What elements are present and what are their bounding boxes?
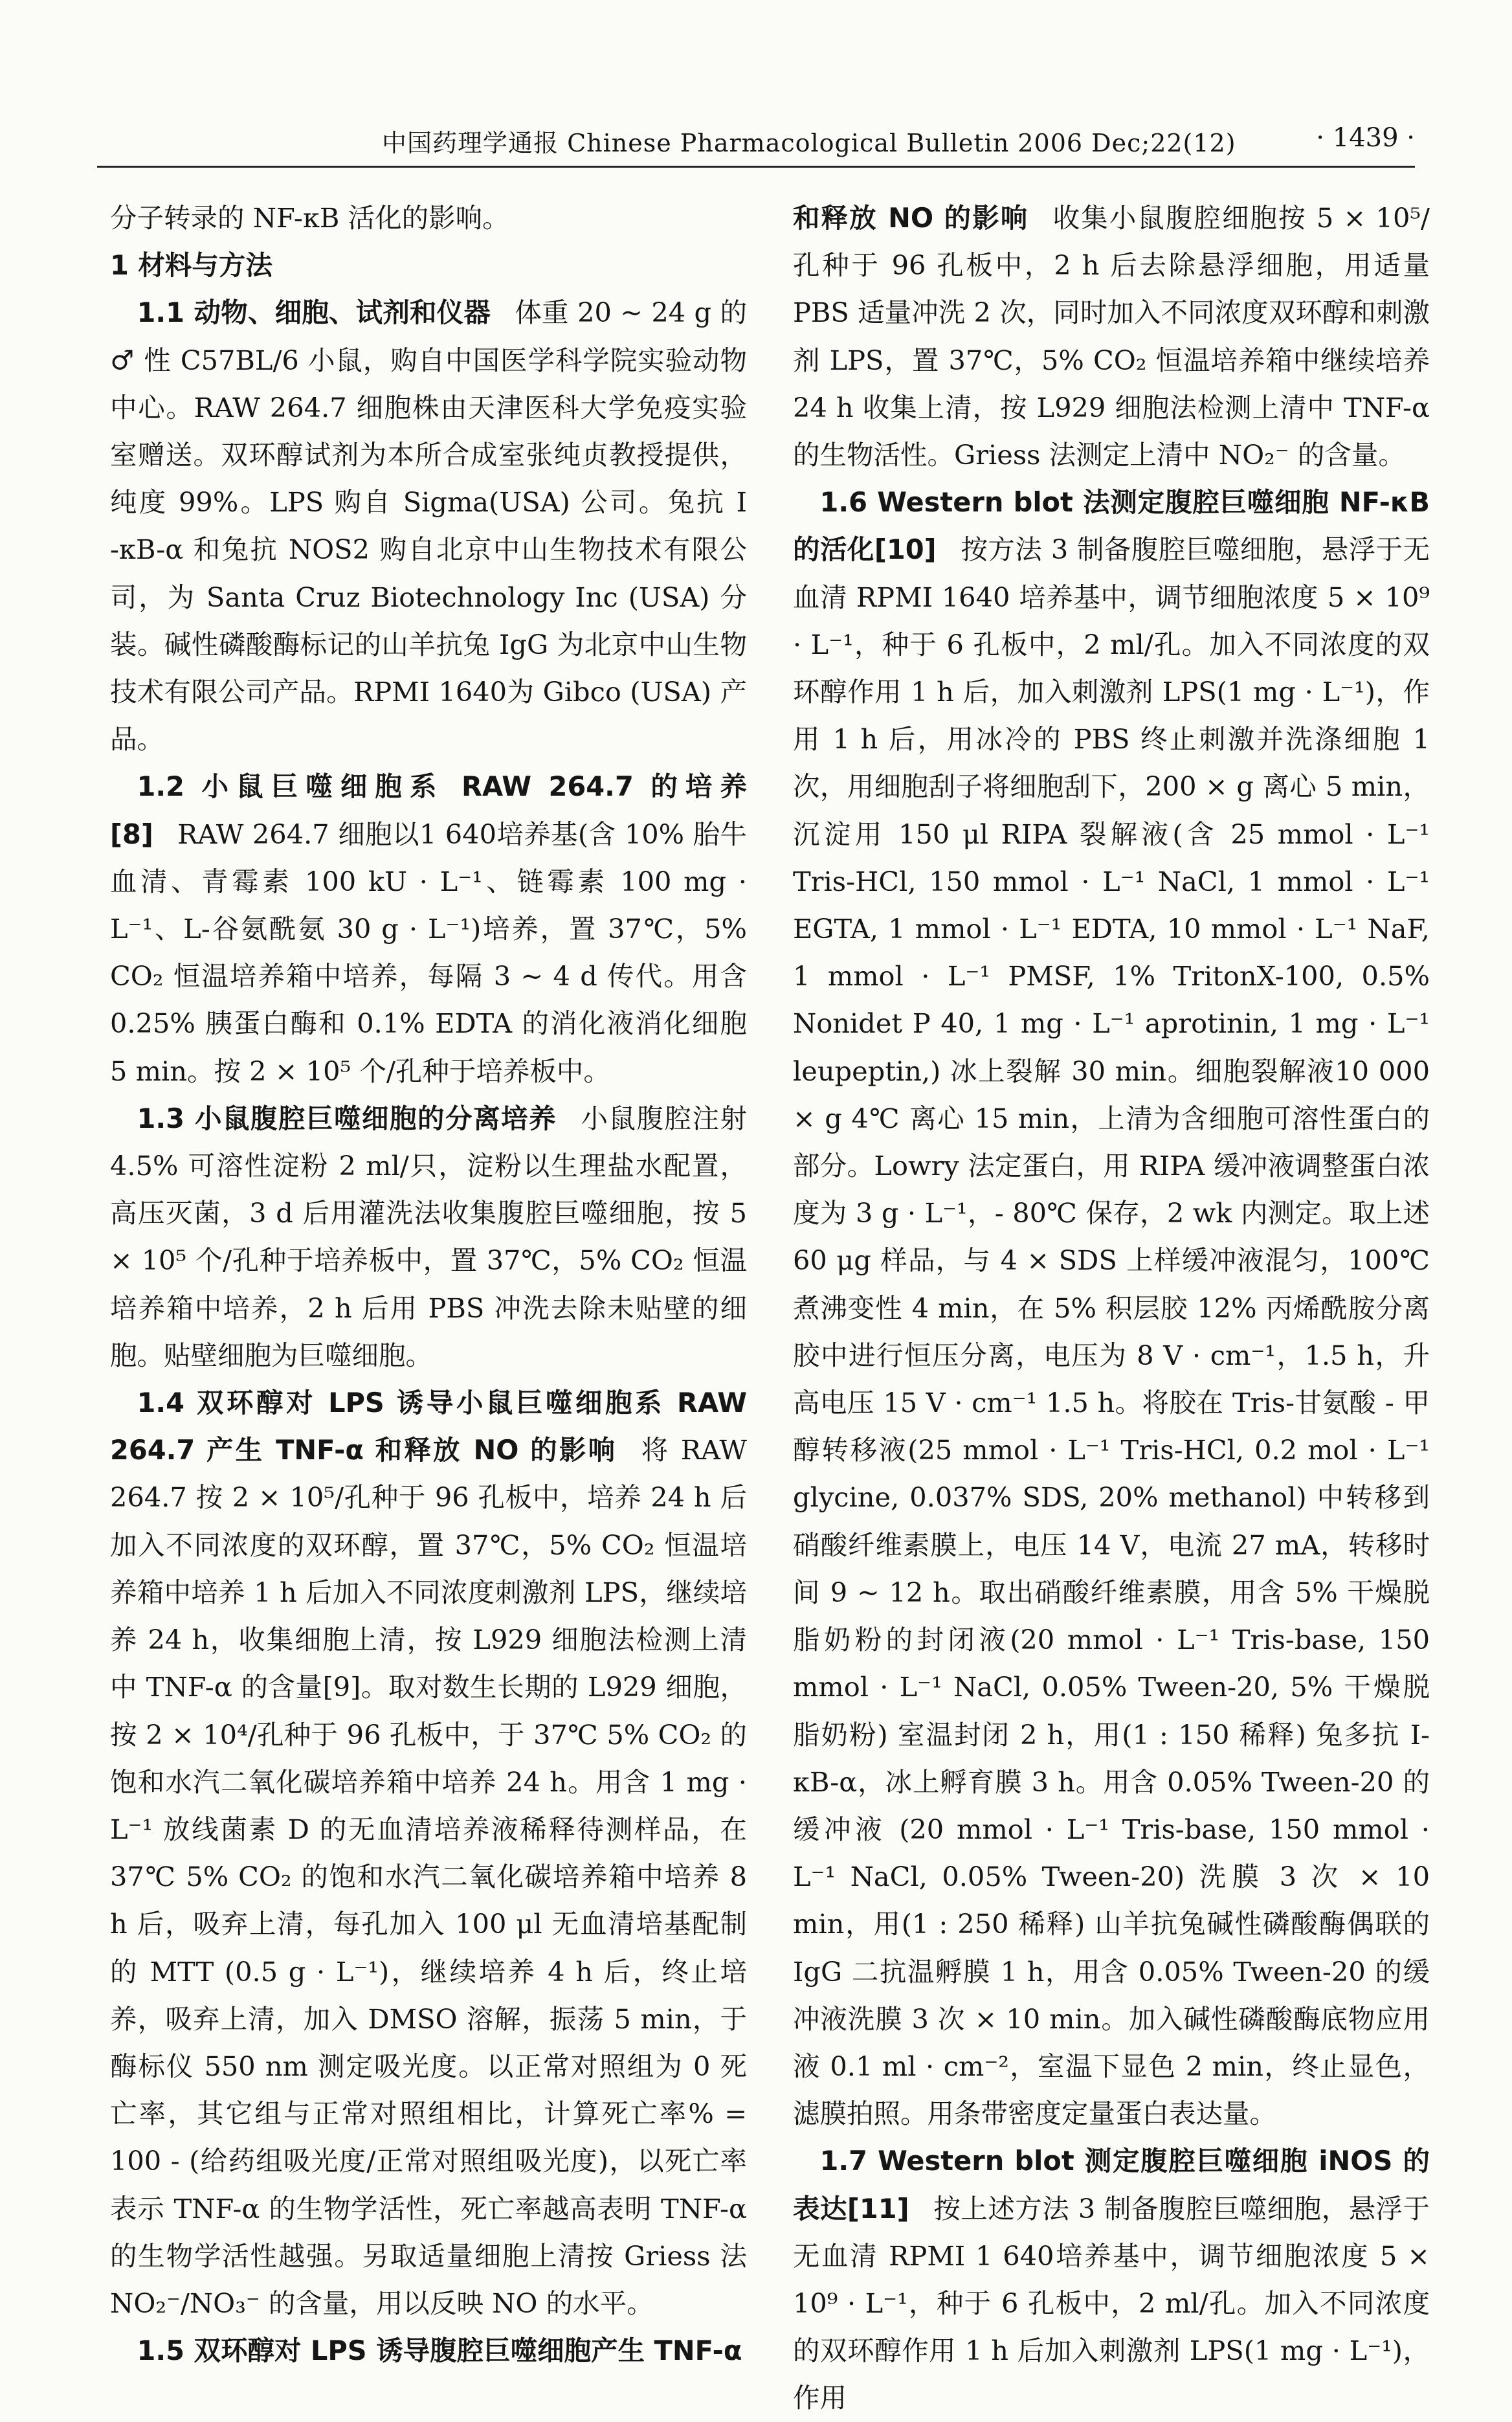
subsection-1-6 [793,478,1430,2137]
header-rule [97,166,1415,168]
subsection-1-4 [110,1379,747,2327]
subsection-1-1 [110,289,747,763]
paragraph-text: 小鼠腹腔注射 4.5% 可溶性淀粉 2 ml/只，淀粉以生理盐水配置，高压灭菌，3 d 后用灌洗法收集腹腔巨噬细胞，按 5 × 10⁵ 个/孔种于培养板中，置 37℃，5% CO₂ 恒温培养箱中培养，2 h 后用 PBS 冲洗去除未贴壁的细胞。贴壁细胞为巨噬细胞。 [110,1102,747,1371]
paragraph-text: RAW 264.7 细胞以1 640培养基(含 10% 胎牛血清、青霉素 100 kU · L⁻¹、链霉素 100 mg · L⁻¹、L-谷氨酰氨 30 g · L⁻¹)培养，置 37℃，5% CO₂ 恒温培养箱中培养，每隔 3 ~ 4 d 传代。用含 0.25% 胰蛋白酶和 0.1% EDTA 的消化液消化细胞 5 min。按 2 × 10⁵ 个/孔种于培养板中。 [110,818,747,1087]
right-column [793,194,1430,2422]
subsection-1-3 [110,1095,747,1379]
section-heading [110,241,747,289]
subsection-1-7 [793,2137,1430,2421]
paragraph-text: 将 RAW 264.7 按 2 × 10⁵/孔种于 96 孔板中，培养 24 h 后加入不同浓度的双环醇，置 37℃，5% CO₂ 恒温培养箱中培养 1 h 后加入不同浓度刺激剂 LPS，继续培养 24 h，收集细胞上清，按 L929 细胞法检测上清中 TNF-α 的含量[9]。取对数生长期的 L929 细胞，按 2 × 10⁴/孔种于 96 孔板中，于 37℃ 5% CO₂ 的饱和水汽二氧化碳培养箱中培养 24 h。用含 1 mg · L⁻¹ 放线菌素 D 的无血清培养液稀释待测样品，在 37℃ 5% CO₂ 的饱和水汽二氧化碳培养箱中培养 8 h 后，吸弃上清，每孔加入 100 μl 无血清培基配制的 MTT (0.5 g · L⁻¹)，继续培养 4 h 后，终止培养，吸弃上清，加入 DMSO 溶解，振荡 5 min，于酶标仪 550 nm 测定吸光度。以正常对照组为 0 死亡率，其它组与正常对照组相比，计算死亡率% = 100 - (给药组吸光度/正常对照组吸光度)，以死亡率表示 TNF-α 的生物学活性，死亡率越高表明 TNF-α 的生物学活性越强。另取适量细胞上清按 Griess 法 NO₂⁻/NO₃⁻ 的含量，用以反映 NO 的水平。 [110,1434,747,2319]
subsection-title: 1.1 动物、细胞、试剂和仪器 [137,297,491,329]
subsection-title: 和释放 NO 的影响 [793,202,1029,234]
subsection-title: 1.3 小鼠腹腔巨噬细胞的分离培养 [137,1102,557,1134]
paragraph-text: 收集小鼠腹腔细胞按 5 × 10⁵/孔种于 96 孔板中，2 h 后去除悬浮细胞，用适量 PBS 适量冲洗 2 次，同时加入不同浓度双环醇和刺激剂 LPS，置 37℃，5% CO₂ 恒温培养箱中继续培养 24 h 收集上清，按 L929 细胞法检测上清中 TNF-α 的生物活性。Griess 法测定上清中 NO₂⁻ 的含量。 [793,202,1430,471]
continuation-paragraph [110,194,747,241]
running-title: 中国药理学通报 Chinese Pharmacological Bulletin 2006 Dec;22(12) [382,129,1236,157]
subsection-title: 1.4 双环醇对 LPS 诱导小鼠巨噬细胞系 RAW 264.7 产生 TNF-α 和释放 NO 的影响 [110,1387,747,1466]
paragraph-text: 按方法 3 制备腹腔巨噬细胞，悬浮于无血清 RPMI 1640 培养基中，调节细胞浓度 5 × 10⁹ · L⁻¹，种于 6 孔板中，2 ml/孔。加入不同浓度的双环醇作用 1 h 后，加入刺激剂 LPS(1 mg · L⁻¹)，作用 1 h 后，用冰冷的 PBS 终止刺激并洗涤细胞 1 次，用细胞刮子将细胞刮下，200 × g 离心 5 min，沉淀用 150 μl RIPA 裂解液(含 25 mmol · L⁻¹ Tris-HCl, 150 mmol · L⁻¹ NaCl, 1 mmol · L⁻¹ EGTA, 1 mmol · L⁻¹ EDTA, 10 mmol · L⁻¹ NaF, 1 mmol · L⁻¹ PMSF, 1% TritonX-100, 0.5% Nonidet P 40, 1 mg · L⁻¹ aprotinin, 1 mg · L⁻¹ leupeptin,) 冰上裂解 30 min。细胞裂解液10 000 × g 4℃ 离心 15 min，上清为含细胞可溶性蛋白的部分。Lowry 法定蛋白，用 RIPA 缓冲液调整蛋白浓度为 3 g · L⁻¹，- 80℃ 保存，2 wk 内测定。取上述 60 μg 样品，与 4 × SDS 上样缓冲液混匀，100℃ 煮沸变性 4 min，在 5% 积层胶 12% 丙烯酰胺分离胶中进行恒压分离，电压为 8 V · cm⁻¹，1.5 h，升高电压 15 V · cm⁻¹ 1.5 h。将胶在 Tris-甘氨酸 - 甲醇转移液(25 mmol · L⁻¹ Tris-HCl, 0.2 mol · L⁻¹ glycine, 0.037% SDS, 20% methanol) 中转移到硝酸纤维素膜上，电压 14 V，电流 27 mA，转移时间 9 ~ 12 h。取出硝酸纤维素膜，用含 5% 干燥脱脂奶粉的封闭液(20 mmol · L⁻¹ Tris-base, 150 mmol · L⁻¹ NaCl, 0.05% Tween-20, 5% 干燥脱脂奶粉) 室温封闭 2 h，用(1 : 150 稀释) 兔多抗 I-κB-α，冰上孵育膜 3 h。用含 0.05% Tween-20 的缓冲液 (20 mmol · L⁻¹ Tris-base, 150 mmol · L⁻¹ NaCl, 0.05% Tween-20) 洗膜 3 次 × 10 min，用(1 : 250 稀释) 山羊抗兔碱性磷酸酶偶联的 IgG 二抗温孵膜 1 h，用含 0.05% Tween-20 的缓冲液洗膜 3 次 × 10 min。加入碱性磷酸酶底物应用液 0.1 ml · cm⁻²，室温下显色 2 min，终止显色，滤膜拍照。用条带密度定量蛋白表达量。 [793,533,1430,2130]
page-number: · 1439 · [1316,123,1415,153]
subsection-title: 1.5 双环醇对 LPS 诱导腹腔巨噬细胞产生 TNF-α [137,2335,742,2367]
left-column [110,194,747,2374]
section-title: 1 材料与方法 [110,249,272,282]
running-header [97,123,1415,175]
subsection-title: 1.7 Western blot 测定腹腔巨噬细胞 iNOS 的表达[11] [793,2145,1430,2225]
subsection-title: 1.6 Western blot 法测定腹腔巨噬细胞 NF-κB 的活化[10] [793,486,1430,566]
paragraph-text: 体重 20 ~ 24 g 的 ♂ 性 C57BL/6 小鼠，购自中国医学科学院实验动物中心。RAW 264.7 细胞株由天津医科大学免疫实验室赠送。双环醇试剂为本所合成室张纯贞教授提供，纯度 99%。LPS 购自 Sigma(USA) 公司。兔抗 I -κB-α 和兔抗 NOS2 购自北京中山生物技术有限公司，为 Santa Cruz Biotechnology Inc (USA) 分装。碱性磷酸酶标记的山羊抗兔 IgG 为北京中山生物技术有限公司产品。RPMI 1640为 Gibco (USA) 产品。 [110,297,747,756]
subsection-1-2 [110,763,747,1094]
paragraph-text: 分子转录的 NF-κB 活化的影响。 [110,202,509,234]
subsection-title: 1.2 小鼠巨噬细胞系 RAW 264.7 的培养[8] [110,770,747,850]
subsection-1-5-start [110,2327,747,2374]
paragraph-text: 按上述方法 3 制备腹腔巨噬细胞，悬浮于无血清 RPMI 1 640培养基中，调节细胞浓度 5 × 10⁹ · L⁻¹，种于 6 孔板中，2 ml/孔。加入不同浓度的双环醇作用 1 h 后加入刺激剂 LPS(1 mg · L⁻¹)，作用 [793,2192,1430,2414]
subsection-1-5-cont [793,194,1430,478]
